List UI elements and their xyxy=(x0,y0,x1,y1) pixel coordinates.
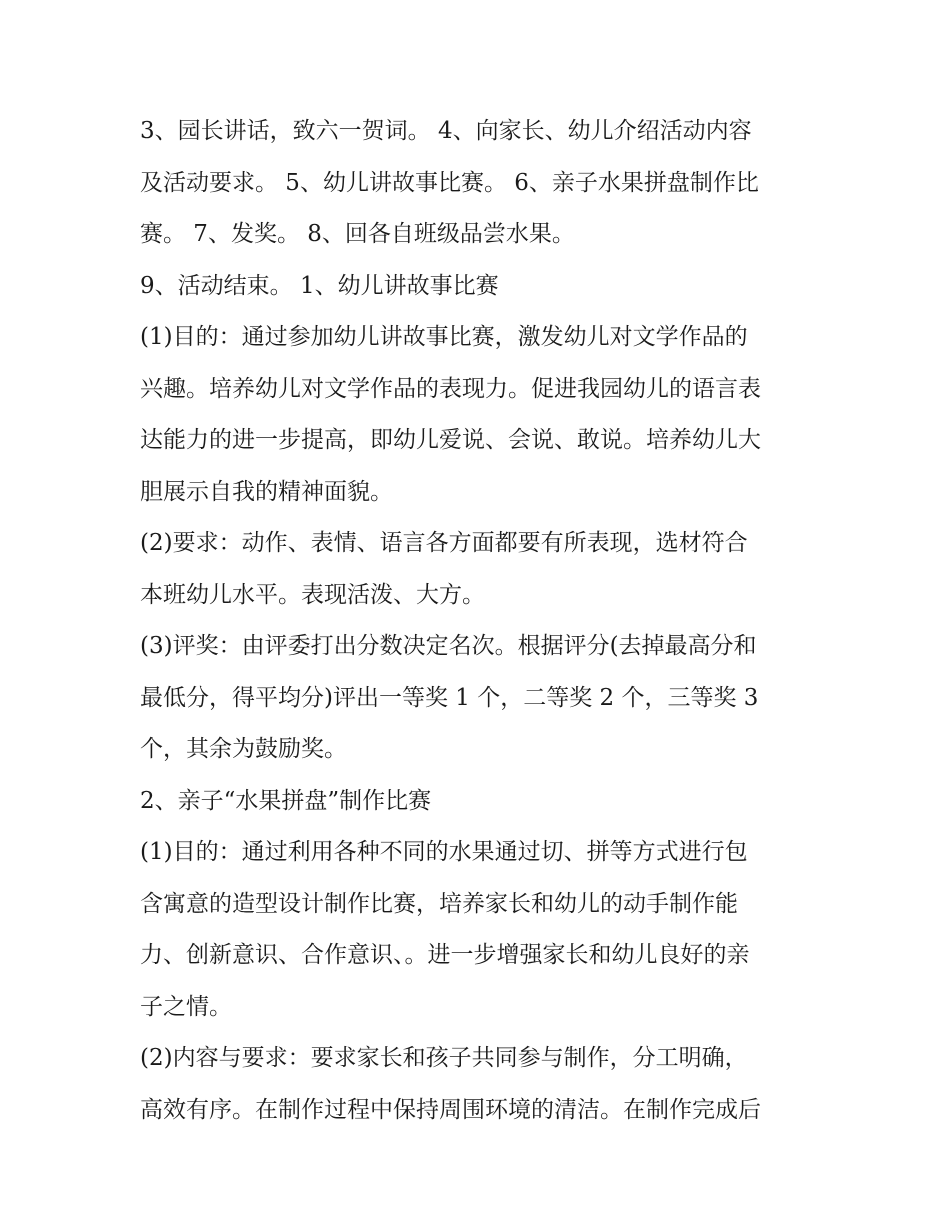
text-line-14: 2、亲子“水果拼盘”制作比赛 xyxy=(140,787,432,814)
text-line-7: 达能力的进一步提高，即幼儿爱说、会说、敢说。培养幼儿大 xyxy=(140,427,761,453)
text-line-2: 及活动要求。 5、幼儿讲故事比赛。 6、亲子水果拼盘制作比 xyxy=(140,169,759,196)
text-line-6: 兴趣。培养幼儿对文学作品的表现力。促进我园幼儿的语言表 xyxy=(140,375,761,402)
text-line-19: (2)内容与要求：要求家长和孩子共同参与制作，分工明确， xyxy=(140,1045,748,1071)
text-line-17: 力、创新意识、合作意识、。进一步增强家长和幼儿良好的亲 xyxy=(140,942,750,968)
text-line-16: 含寓意的造型设计制作比赛，培养家长和幼儿的动手制作能 xyxy=(140,890,738,917)
text-line-12: 最低分，得平均分)评出一等奖 1 个，二等奖 2 个，三等奖 3 xyxy=(140,684,759,711)
text-line-8: 胆展示自我的精神面貌。 xyxy=(140,478,393,505)
text-line-1: 3、园长讲话，致六一贺词。 4、向家长、幼儿介绍活动内容 xyxy=(140,118,752,144)
text-line-9: (2)要求：动作、表情、语言各方面都要有所表现，选材符合 xyxy=(140,530,748,556)
text-line-20: 高效有序。在制作过程中保持周围环境的清洁。在制作完成后 xyxy=(140,1096,761,1123)
document-page xyxy=(140,106,820,1136)
text-line-18: 子之情。 xyxy=(140,993,232,1020)
text-line-10: 本班幼儿水平。表现活泼、大方。 xyxy=(140,581,485,608)
text-line-11: (3)评奖：由评委打出分数决定名次。根据评分(去掉最高分和 xyxy=(140,633,757,659)
text-line-3: 赛。 7、发奖。 8、回各自班级品尝水果。 xyxy=(140,221,575,247)
text-line-15: (1)目的：通过利用各种不同的水果通过切、拼等方式进行包 xyxy=(140,839,748,865)
text-line-13: 个，其余为鼓励奖。 xyxy=(140,736,347,762)
text-line-4: 9、活动结束。 1、幼儿讲故事比赛 xyxy=(140,272,499,299)
text-line-5: (1)目的：通过参加幼儿讲故事比赛，激发幼儿对文学作品的 xyxy=(140,324,748,350)
